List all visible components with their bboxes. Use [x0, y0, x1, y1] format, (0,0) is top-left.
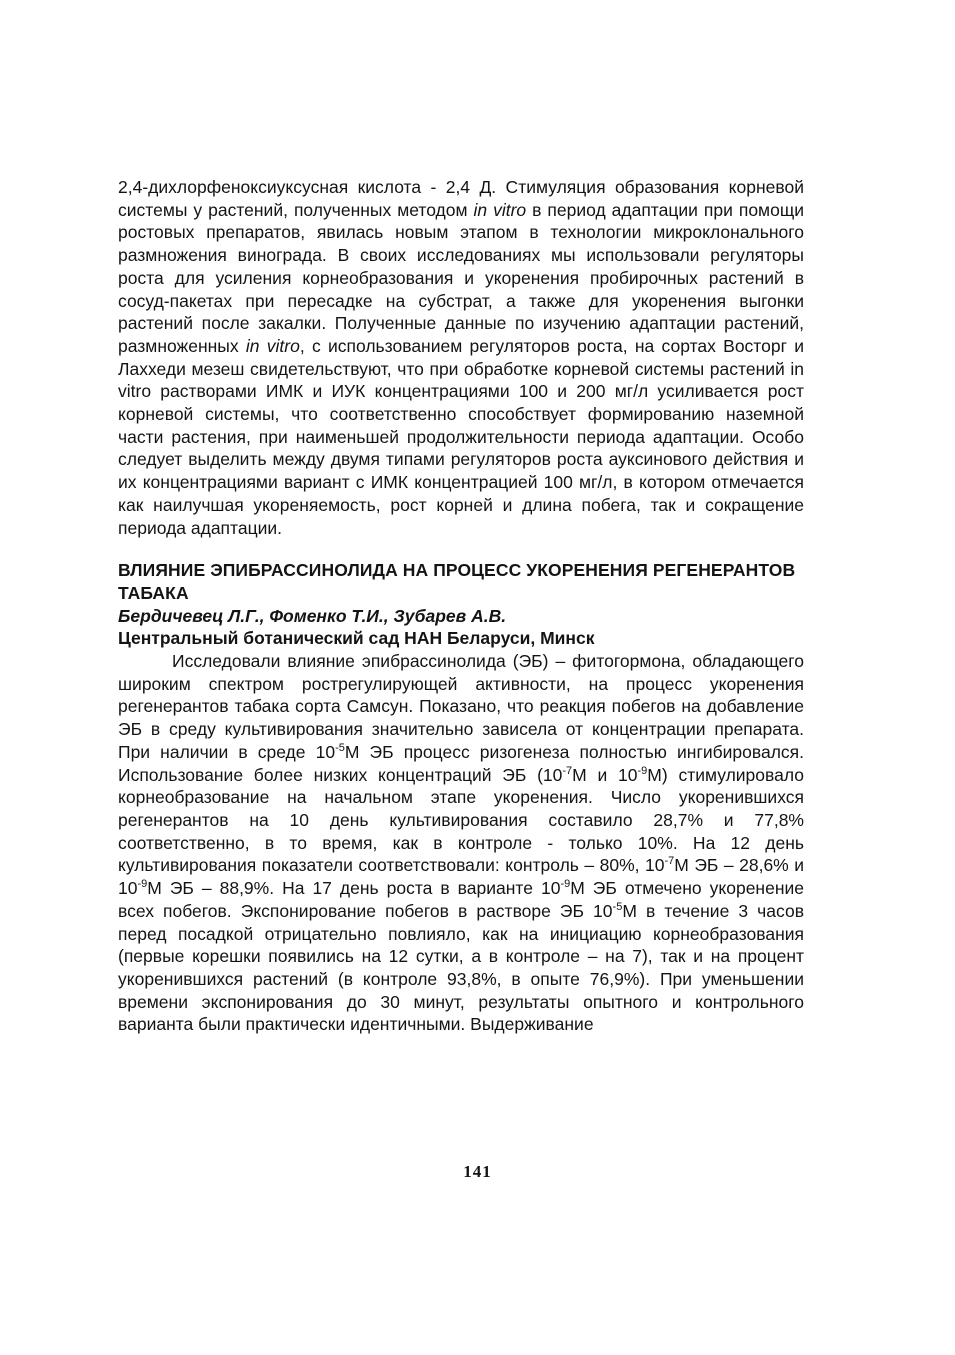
- exponent: -7: [562, 764, 573, 777]
- exponent: -5: [612, 900, 623, 913]
- exponent: -7: [664, 855, 675, 868]
- body-text: М ЭБ – 28,6% и 10: [118, 855, 805, 899]
- article-authors: Бердичевец Л.Г., Фоменко Т.И., Зубарев А.В.: [118, 605, 507, 626]
- article-affiliation: Центральный ботанический сад НАН Беларуси, Минск: [118, 628, 595, 649]
- paragraph-text: 2,4-дихлорфеноксиуксусная кислота - 2,4 Д. Стимуляция образования корневой системы у растений, полученных методом: [118, 177, 804, 220]
- paragraph-text: , с использованием регуляторов роста, на сортах Восторг и Лаххеди мезеш свидетельствуют, что при обработке корневой системы растений in vitro растворами ИМК и ИУК концентрациями 100 и 200 мг/л усиливается рост корневой системы, что соответственно способствует формированию наземной части растения, при наименьшей продолжительности периода адаптации. Особо следует выделить между двумя типами регуляторов роста ауксинового действия и их концентрациями вариант с ИМК концентрацией 100 мг/л, в котором отмечается как наилучшая укореняемость, рост корней и длина побега, так и сокращение периода адаптации.: [118, 335, 805, 538]
- latin-term: in vitro: [245, 335, 300, 356]
- article-title: ВЛИЯНИЕ ЭПИБРАССИНОЛИДА НА ПРОЦЕСС УКОРЕНЕНИЯ РЕГЕНЕРАНТОВ ТАБАКА: [118, 560, 796, 603]
- continued-paragraph: [118, 176, 804, 539]
- body-text: М ЭБ отмечено укоренение всех побегов. Экспонирование побегов в растворе ЭБ 10: [118, 878, 805, 921]
- exponent: -9: [637, 764, 648, 777]
- exponent: -5: [335, 742, 345, 755]
- body-text: М в течение 3 часов перед посадкой отрицательно повлияло, как на инициацию корнеобразования (первые корешки появились на 12 сутки, а в контроле – на 7), так и на процент укоренившихся растений (в контроле 93,8%, в опыте 76,9%). При уменьшении времени экспонирования до 30 минут, результаты опытного и контрольного варианта были практически идентичными. Выдерживание: [118, 900, 805, 1035]
- article-body: [118, 650, 804, 1036]
- body-text: М ЭБ процесс ризогенеза полностью ингибировался. Использование более низких концентраций ЭБ (10: [118, 741, 804, 785]
- latin-term: in vitro: [473, 199, 527, 220]
- page-content: [118, 176, 804, 1036]
- exponent: -9: [137, 878, 148, 891]
- body-text: М ЭБ – 88,9%. На 17 день роста в варианте 10: [147, 878, 561, 899]
- body-text: М и 10: [572, 764, 638, 785]
- page-number: 141: [463, 1162, 492, 1181]
- paragraph-text: в период адаптации при помощи ростовых препаратов, явилась новым этапом в технологии микроклонального размножения винограда. В своих исследованиях мы использовали регуляторы роста для усиления корнеобразования и укоренения пробирочных растений в сосуд-пакетах при пересадке на субстрат, а также для укоренения выгонки растений после закалки. Полученные данные по изучению адаптации растений, размноженных: [118, 199, 804, 356]
- body-text: Исследовали влияние эпибрассинолида (ЭБ) – фитогормона, обладающего широким спектром рострегулирующей активности, на процесс укоренения регенерантов табака сорта Самсун. Показано, что реакция побегов на добавление ЭБ в среду культивирования значительно зависела от концентрации препарата. При наличии в среде 10: [118, 651, 804, 762]
- body-text: М) стимулировало корнеобразование на начальном этапе укоренения. Число укоренившихся регенерантов на 10 день культивирования составило 28,7% и 77,8% соответственно, в то время, как в контроле - только 10%. На 12 день культивирования показатели соответствовали: контроль – 80%, 10: [118, 764, 804, 876]
- exponent: -9: [560, 878, 571, 891]
